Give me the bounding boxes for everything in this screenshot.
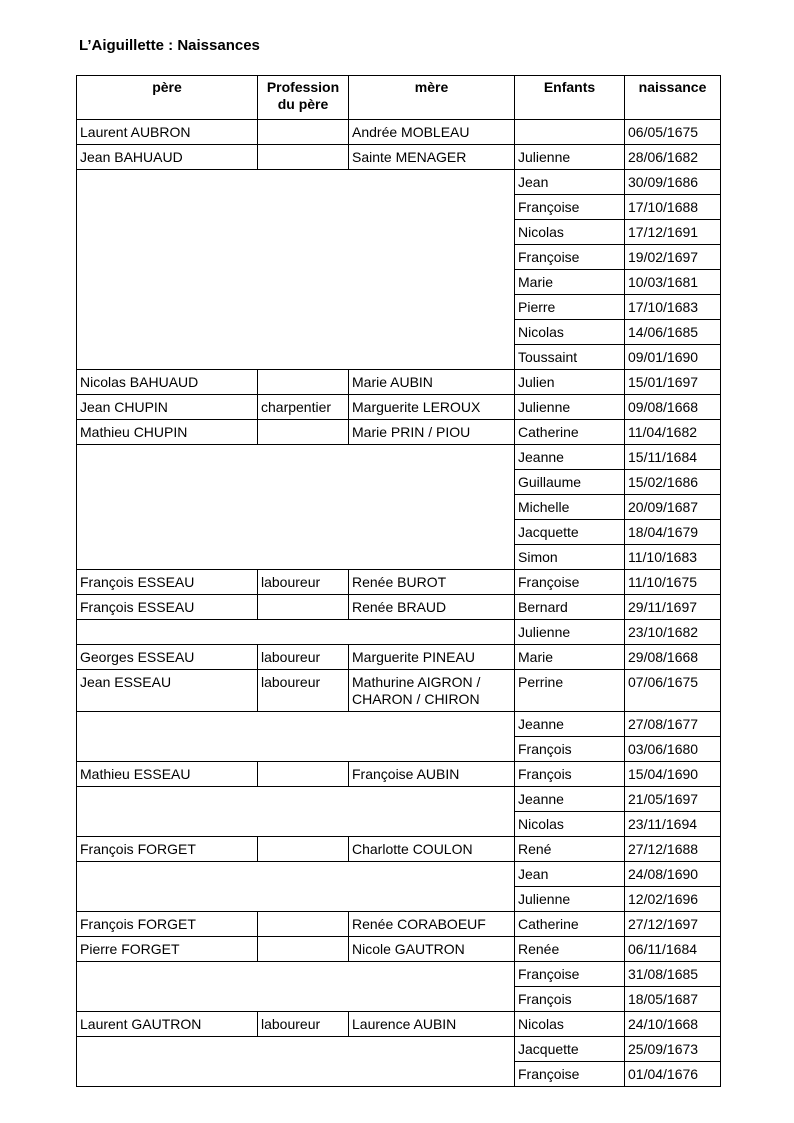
cell-mere: Marie AUBIN	[349, 370, 515, 395]
cell-enfant: Françoise	[515, 570, 625, 595]
cell-enfant: René	[515, 837, 625, 862]
cell-enfant: François	[515, 737, 625, 762]
cell-enfant: Françoise	[515, 962, 625, 987]
cell-pere: Jean ESSEAU	[77, 670, 258, 712]
cell-enfant: Jean	[515, 170, 625, 195]
table-row	[77, 912, 721, 937]
cell-enfant: Julienne	[515, 145, 625, 170]
cell-naissance: 27/12/1697	[625, 912, 721, 937]
table-row	[77, 787, 721, 812]
cell-naissance: 10/03/1681	[625, 270, 721, 295]
cell-naissance: 11/04/1682	[625, 420, 721, 445]
cell-mere: Renée BRAUD	[349, 595, 515, 620]
cell-profession	[258, 762, 349, 787]
cell-mere: Nicole GAUTRON	[349, 937, 515, 962]
cell-enfant: Catherine	[515, 912, 625, 937]
cell-enfant: Françoise	[515, 1062, 625, 1087]
cell-naissance: 11/10/1683	[625, 545, 721, 570]
cell-enfant: Jacquette	[515, 1037, 625, 1062]
cell-naissance: 01/04/1676	[625, 1062, 721, 1087]
cell-enfant: Jeanne	[515, 445, 625, 470]
cell-pere: Jean BAHUAUD	[77, 145, 258, 170]
cell-pere: Laurent AUBRON	[77, 120, 258, 145]
table-row	[77, 937, 721, 962]
cell-mere: Marguerite PINEAU	[349, 645, 515, 670]
cell-enfant: Julienne	[515, 395, 625, 420]
cell-enfant: Jacquette	[515, 520, 625, 545]
cell-enfant: Pierre	[515, 295, 625, 320]
cell-enfant: Nicolas	[515, 812, 625, 837]
cell-naissance: 09/08/1668	[625, 395, 721, 420]
cell-enfant: François	[515, 762, 625, 787]
cell-naissance: 07/06/1675	[625, 670, 721, 712]
cell-enfant: Julienne	[515, 887, 625, 912]
page-title: L’Aiguillette : Naissances	[79, 37, 260, 54]
cell-naissance: 17/12/1691	[625, 220, 721, 245]
table-body	[77, 120, 721, 1087]
cell-naissance: 20/09/1687	[625, 495, 721, 520]
cell-naissance: 17/10/1683	[625, 295, 721, 320]
cell-naissance: 23/10/1682	[625, 620, 721, 645]
cell-naissance: 15/01/1697	[625, 370, 721, 395]
cell-pere: Nicolas BAHUAUD	[77, 370, 258, 395]
cell-naissance: 25/09/1673	[625, 1037, 721, 1062]
header-profession: Profession du père	[258, 76, 349, 120]
cell-enfant: Toussaint	[515, 345, 625, 370]
cell-continuation	[77, 445, 515, 570]
cell-enfant	[515, 120, 625, 145]
cell-naissance: 19/02/1697	[625, 245, 721, 270]
cell-profession: laboureur	[258, 1012, 349, 1037]
cell-mere: Laurence AUBIN	[349, 1012, 515, 1037]
table-row	[77, 712, 721, 737]
cell-naissance: 29/11/1697	[625, 595, 721, 620]
cell-profession	[258, 370, 349, 395]
cell-profession	[258, 912, 349, 937]
cell-naissance: 15/02/1686	[625, 470, 721, 495]
table-row	[77, 645, 721, 670]
table-row	[77, 420, 721, 445]
cell-enfant: Françoise	[515, 195, 625, 220]
header-naissance: naissance	[625, 76, 721, 120]
table-row	[77, 170, 721, 195]
cell-pere: Mathieu ESSEAU	[77, 762, 258, 787]
table-row	[77, 120, 721, 145]
cell-continuation	[77, 862, 515, 912]
cell-pere: François ESSEAU	[77, 570, 258, 595]
cell-enfant: Guillaume	[515, 470, 625, 495]
cell-naissance: 09/01/1690	[625, 345, 721, 370]
cell-naissance: 03/06/1680	[625, 737, 721, 762]
table-row	[77, 837, 721, 862]
cell-enfant: Bernard	[515, 595, 625, 620]
cell-mere: Andrée MOBLEAU	[349, 120, 515, 145]
cell-pere: Laurent GAUTRON	[77, 1012, 258, 1037]
table-row	[77, 145, 721, 170]
cell-enfant: Simon	[515, 545, 625, 570]
cell-naissance: 12/02/1696	[625, 887, 721, 912]
cell-mere: Mathurine AIGRON / CHARON / CHIRON	[349, 670, 515, 712]
cell-continuation	[77, 170, 515, 370]
cell-naissance: 30/09/1686	[625, 170, 721, 195]
cell-mere: Renée BUROT	[349, 570, 515, 595]
cell-pere: François FORGET	[77, 912, 258, 937]
cell-enfant: Nicolas	[515, 320, 625, 345]
cell-mere: Françoise AUBIN	[349, 762, 515, 787]
cell-enfant: Françoise	[515, 245, 625, 270]
cell-profession	[258, 420, 349, 445]
table-row	[77, 370, 721, 395]
cell-naissance: 27/08/1677	[625, 712, 721, 737]
cell-enfant: François	[515, 987, 625, 1012]
cell-profession	[258, 937, 349, 962]
cell-enfant: Perrine	[515, 670, 625, 712]
cell-continuation	[77, 962, 515, 1012]
cell-continuation	[77, 712, 515, 762]
cell-profession	[258, 120, 349, 145]
cell-pere: Mathieu CHUPIN	[77, 420, 258, 445]
cell-profession	[258, 837, 349, 862]
cell-naissance: 18/04/1679	[625, 520, 721, 545]
table-row	[77, 762, 721, 787]
header-mere: mère	[349, 76, 515, 120]
table-row	[77, 1037, 721, 1062]
cell-profession	[258, 595, 349, 620]
births-table	[76, 75, 721, 1087]
cell-naissance: 18/05/1687	[625, 987, 721, 1012]
table-row	[77, 962, 721, 987]
table-row	[77, 595, 721, 620]
cell-enfant: Jean	[515, 862, 625, 887]
cell-naissance: 29/08/1668	[625, 645, 721, 670]
cell-mere: Marguerite LEROUX	[349, 395, 515, 420]
cell-pere: François FORGET	[77, 837, 258, 862]
cell-naissance: 15/04/1690	[625, 762, 721, 787]
table-row	[77, 620, 721, 645]
cell-naissance: 23/11/1694	[625, 812, 721, 837]
cell-mere: Sainte MENAGER	[349, 145, 515, 170]
cell-naissance: 27/12/1688	[625, 837, 721, 862]
table-row	[77, 445, 721, 470]
cell-enfant: Nicolas	[515, 1012, 625, 1037]
cell-enfant: Julien	[515, 370, 625, 395]
cell-continuation	[77, 620, 515, 645]
cell-enfant: Jeanne	[515, 712, 625, 737]
cell-profession: laboureur	[258, 670, 349, 712]
cell-enfant: Jeanne	[515, 787, 625, 812]
cell-profession	[258, 145, 349, 170]
cell-naissance: 06/05/1675	[625, 120, 721, 145]
cell-naissance: 15/11/1684	[625, 445, 721, 470]
cell-enfant: Catherine	[515, 420, 625, 445]
cell-continuation	[77, 787, 515, 837]
cell-enfant: Michelle	[515, 495, 625, 520]
table-row	[77, 570, 721, 595]
cell-mere: Marie PRIN / PIOU	[349, 420, 515, 445]
cell-naissance: 21/05/1697	[625, 787, 721, 812]
cell-pere: Pierre FORGET	[77, 937, 258, 962]
cell-naissance: 31/08/1685	[625, 962, 721, 987]
cell-pere: Georges ESSEAU	[77, 645, 258, 670]
header-pere: père	[77, 76, 258, 120]
cell-enfant: Marie	[515, 270, 625, 295]
table-row	[77, 1012, 721, 1037]
cell-continuation	[77, 1037, 515, 1087]
cell-naissance: 17/10/1688	[625, 195, 721, 220]
cell-enfant: Julienne	[515, 620, 625, 645]
cell-mere: Renée CORABOEUF	[349, 912, 515, 937]
cell-naissance: 24/08/1690	[625, 862, 721, 887]
cell-profession: charpentier	[258, 395, 349, 420]
cell-naissance: 28/06/1682	[625, 145, 721, 170]
table-row	[77, 395, 721, 420]
cell-naissance: 06/11/1684	[625, 937, 721, 962]
cell-profession: laboureur	[258, 570, 349, 595]
header-row	[77, 76, 721, 120]
header-enfants: Enfants	[515, 76, 625, 120]
cell-pere: François ESSEAU	[77, 595, 258, 620]
cell-profession: laboureur	[258, 645, 349, 670]
cell-pere: Jean CHUPIN	[77, 395, 258, 420]
cell-naissance: 11/10/1675	[625, 570, 721, 595]
table-row	[77, 670, 721, 712]
cell-enfant: Marie	[515, 645, 625, 670]
table-row	[77, 862, 721, 887]
cell-naissance: 14/06/1685	[625, 320, 721, 345]
cell-enfant: Nicolas	[515, 220, 625, 245]
cell-enfant: Renée	[515, 937, 625, 962]
cell-naissance: 24/10/1668	[625, 1012, 721, 1037]
cell-mere: Charlotte COULON	[349, 837, 515, 862]
